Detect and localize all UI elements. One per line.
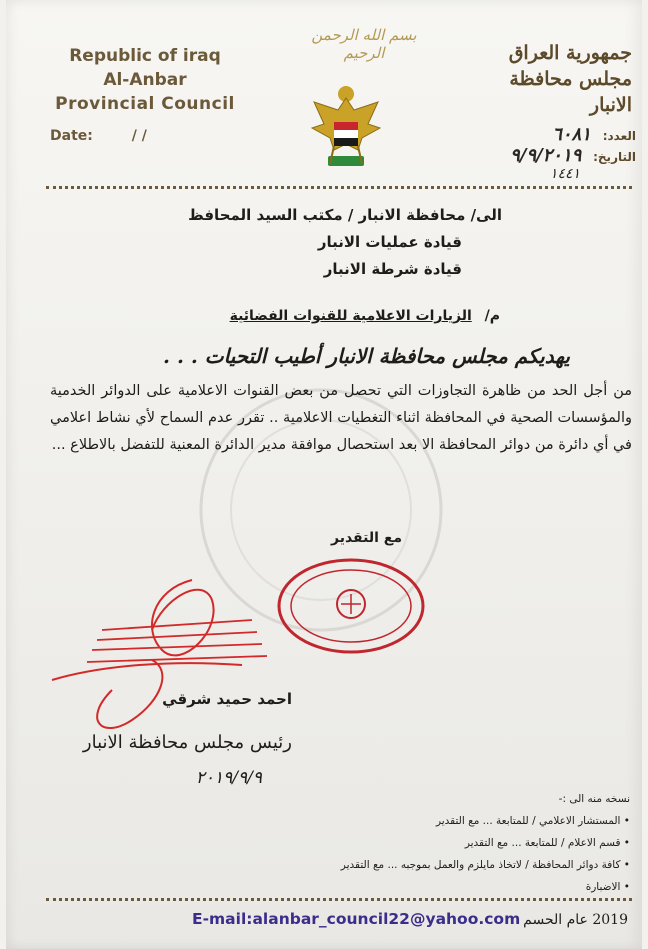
letter-page [6,0,642,949]
signatory-name: احمد حميد شرقي [162,690,292,708]
subject-line [120,308,500,324]
reference-block [476,124,636,182]
recipient-operations: قيادة عمليات الانبار [317,233,462,251]
recipient-police: قيادة شرطة الانبار [323,260,462,278]
iraq-eagle-emblem-icon [304,80,388,180]
reference-date-row [476,145,636,166]
english-letterhead [50,44,240,116]
copy-item: • قسم الاعلام / للمتابعة ... مع التقدير [330,832,630,854]
signatory-date: ٢٠١٩/٩/٩ [195,768,262,788]
footer-divider [46,898,632,901]
letter-body: من أجل الحد من ظاهرة التجاوزات التي تحصل من بعض القنوات الاعلامية على الدوائر الخدمية والمؤسسات الصحية في المحافظة اثناء التغطيات الاعلامية .. تقرر عدم السماح لأي نشاط اعلامي في أي دائرة من دوائر المحافظة الا بعد استحصال موافقة مدير الدائرة المعنية للتفضل بالاطلاع ... [50,383,632,453]
date-label: Date: [50,128,93,144]
ar-line-council: مجلس محافظة الانبار [509,68,632,116]
date-slashes: / / [131,128,147,144]
number-label: العدد: [602,129,636,143]
recipient-to: الى/ محافظة الانبار / مكتب السيد المحافظ [188,206,502,224]
signatory-title: رئيس مجلس محافظة الانبار [82,732,292,753]
en-line-council: Provincial Council [55,94,235,114]
basmala: بسم الله الرحمن الرحيم [311,26,417,62]
footer-year-text: 2019 عام الحسم [523,912,628,928]
copies-header: نسخه منه الى :- [558,793,630,805]
en-line-republic: Republic of iraq [69,46,221,66]
copy-item: • الاضبارة [330,876,630,898]
en-line-province: Al-Anbar [103,70,187,90]
subject-title: الزيارات الاعلامية للقنوات الفضائية [229,308,472,324]
arabic-letterhead [462,40,632,118]
ar-line-republic: جمهورية العراق [508,42,632,64]
greeting: يهديكم مجلس محافظة الانبار أطيب التحيات . . . [163,344,570,368]
handwritten-signature-icon [42,570,302,740]
english-date-field [50,128,147,144]
closing: مع التقدير [330,530,402,546]
recipients-block [122,202,502,283]
subject-prefix: م/ [484,308,500,324]
footer-email: E-mail:alanbar_council22@yahoo.com [192,910,521,928]
copy-item: • كافة دوائر المحافظة / لاتخاذ مايلزم والعمل بموجبه ... مع التقدير [330,854,630,876]
date-ar-value: ٩/٩/٢٠١٩ [510,145,582,166]
copies-list [330,788,630,898]
hijri-year: ١٤٤١ [549,166,580,182]
reference-number-row [476,124,636,145]
header-divider [46,186,632,189]
council-seal-icon [276,556,426,656]
number-value: ٦٠٨١ [552,124,591,145]
date-ar-label: التاريخ: [593,150,636,164]
copy-item: • المستشار الاعلامي / للمتابعة ... مع التقدير [330,810,630,832]
